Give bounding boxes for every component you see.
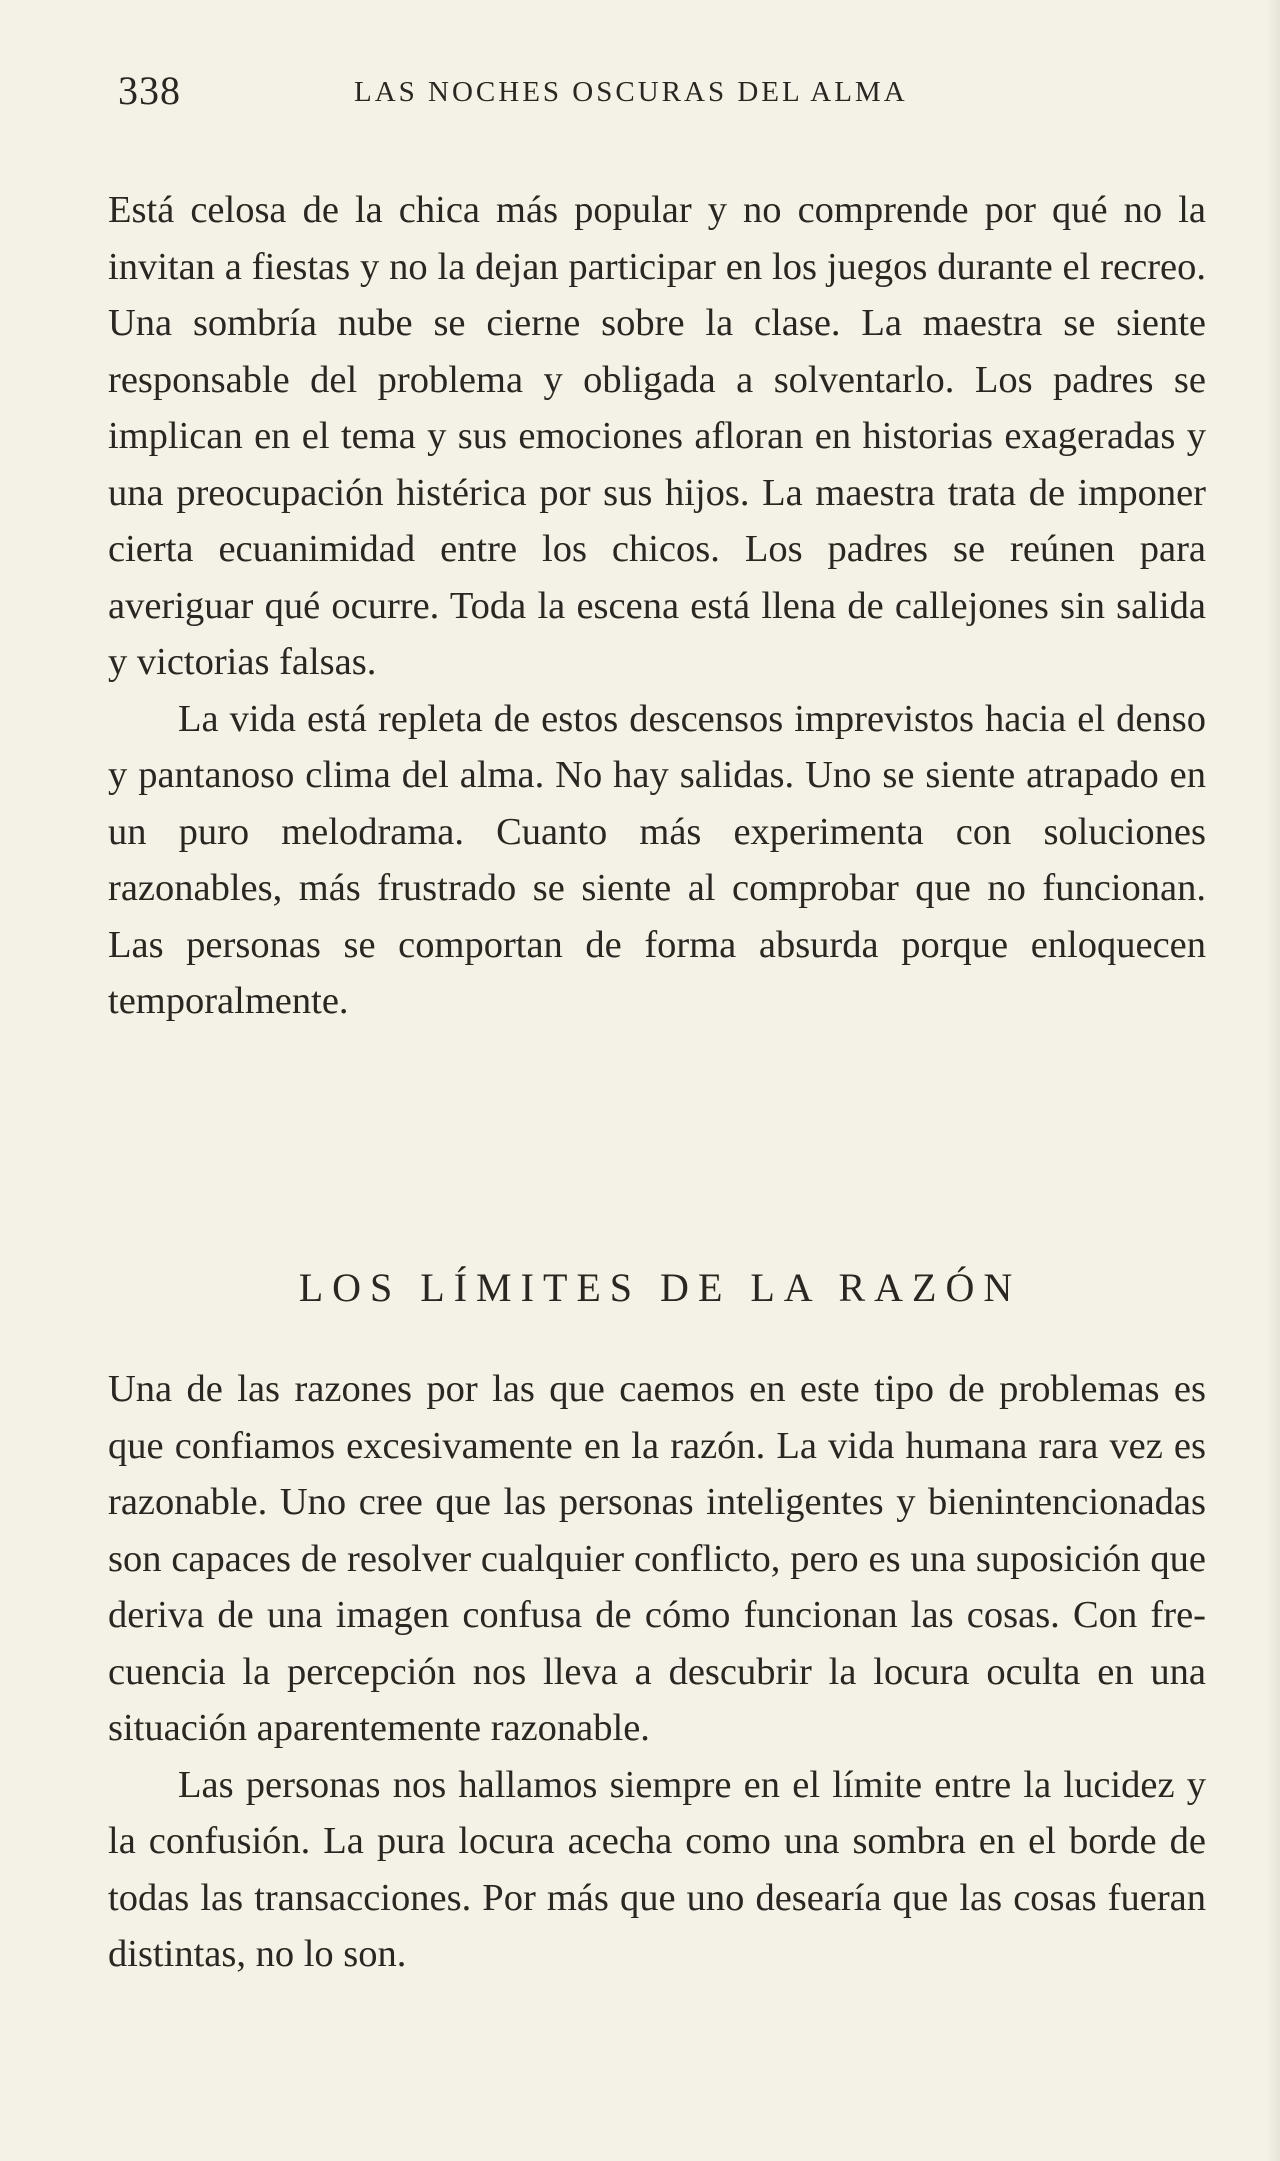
section-heading: LOS LÍMITES DE LA RAZÓN <box>298 1265 1022 1310</box>
running-title: LAS NOCHES OSCURAS DEL ALMA <box>354 76 908 108</box>
paragraph: Las personas nos hallamos siempre en el límite entre la lucidez y la confusión. La pura locura acecha como una sombra en el borde de todas las transacciones. Por más que uno desearía que las cosas fueran distintas, no lo son. <box>108 1763 1206 1975</box>
body-text-section-two <box>108 1361 1206 1983</box>
paragraph: Está celosa de la chica más popular y no comprende por qué no la invitan a fiestas y no la dejan participar en los juegos durante el recreo. Una sombría nube se cierne sobre la clase. La maestra se siente responsable del problema y obligada a solventarlo. Los padres se implican en el tema y sus emociones afloran en historias exageradas y una preocupación histérica por sus hijos. La maestra trata de imponer cierta ecuanimidad entre los chicos. Los padres se reúnen para averiguar qué ocurre. Toda la escena está llena de callejones sin salida y victorias falsas. <box>108 189 1206 683</box>
paragraph: Una de las razones por las que caemos en este tipo de problemas es que confiamos excesivamente en la razón. La vida humana rara vez es razonable. Uno cree que las personas inteligentes y bienintencionadas son capaces de resolver cualquier conflicto, pero es una suposición que deriva de una imagen confusa de cómo funcionan las cosas. Con frecuencia la percepción nos lleva a descubrir la locura oculta en una situación aparentemente razonable. <box>108 1368 1206 1749</box>
body-text-section-one <box>108 182 1206 1030</box>
running-head <box>118 66 1208 116</box>
page-edge-shadow <box>1266 0 1280 2161</box>
paragraph: La vida está repleta de estos descensos imprevistos hacia el denso y pantanoso clima del alma. No hay salidas. Uno se siente atrapado en un puro melodrama. Cuanto más experimenta con soluciones razonables, más frustrado se siente al comprobar que no funcionan. Las personas se comportan de forma absurda porque enloquecen temporalmente. <box>108 697 1206 1022</box>
page-number: 338 <box>118 68 181 113</box>
